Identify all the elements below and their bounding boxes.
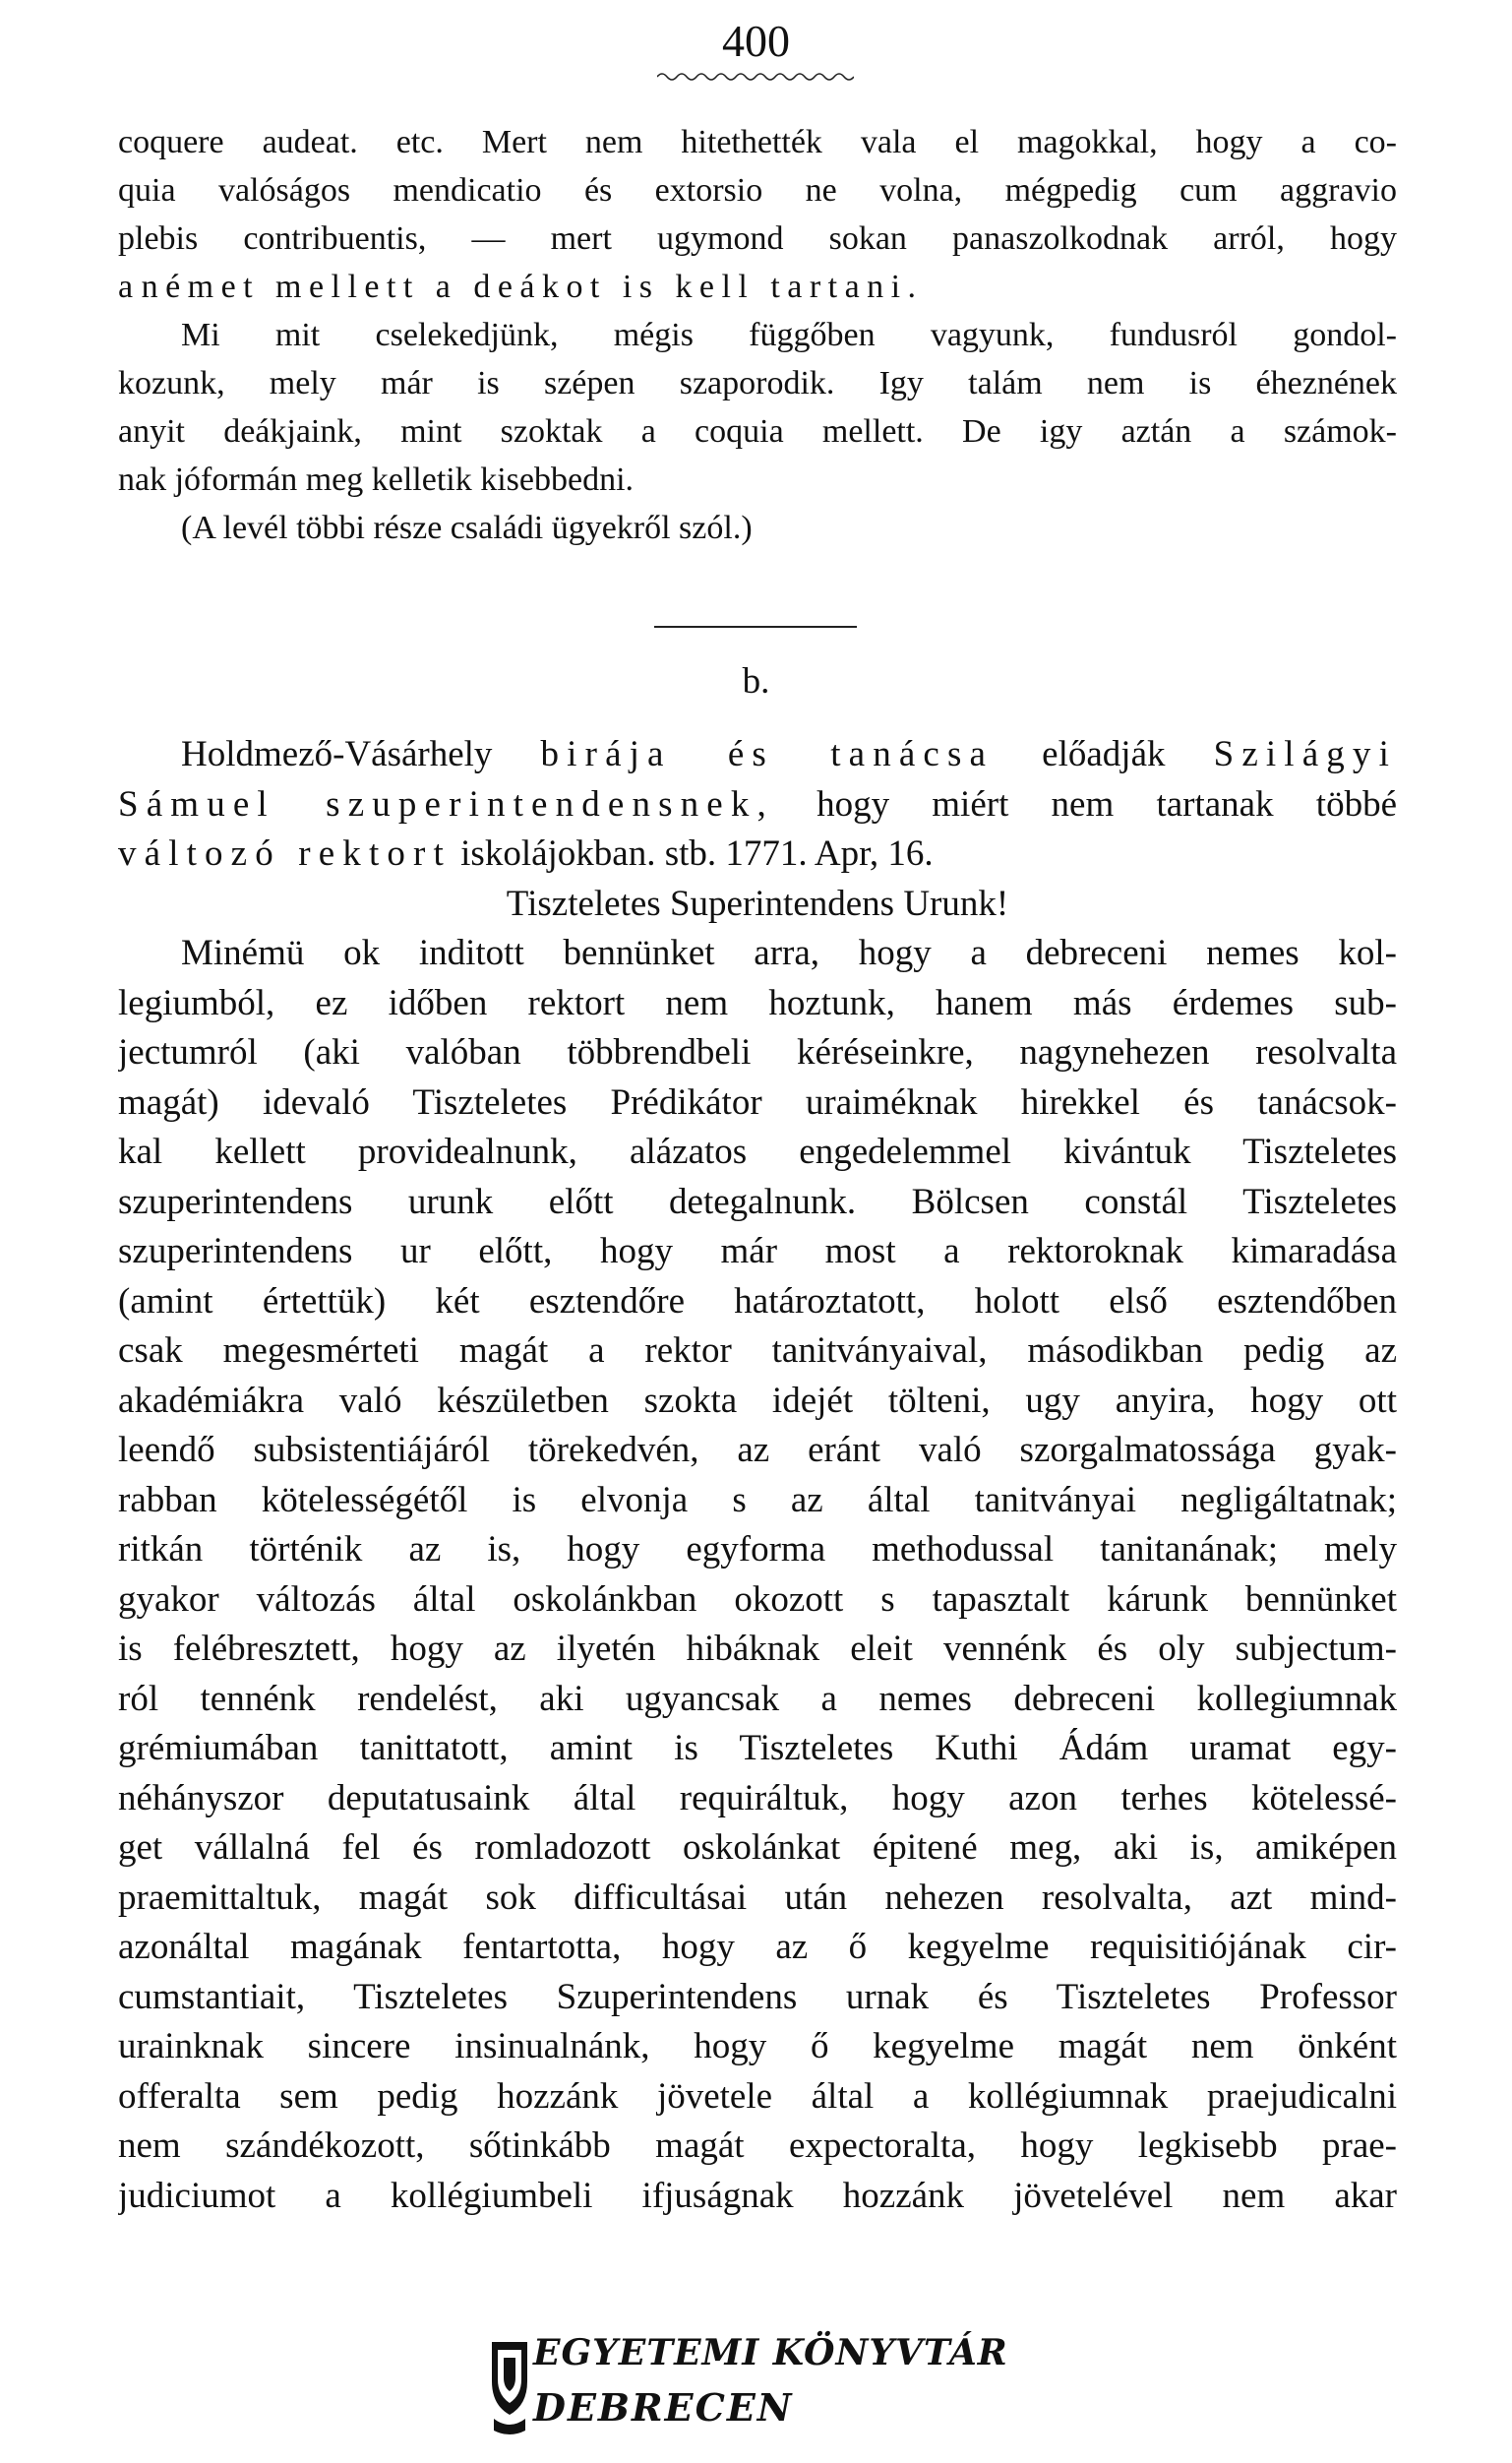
- text-line: ritkán történik az is, hogy egyforma methodussal tanitanának; mely: [118, 1529, 1397, 1570]
- section-divider: [654, 626, 857, 628]
- stamp-text-line1: EGYETEMI KÖNYVTÁR: [533, 2332, 1008, 2373]
- text-line: kal kellett providealnunk, alázatos engedelemmel kivántuk Tiszteletes: [118, 1132, 1397, 1172]
- heading-fragment: hogy miért nem tartanak többé: [816, 783, 1397, 825]
- page-number-wavy-rule: [657, 71, 854, 83]
- text-line: magát) idevaló Tiszteletes Prédikátor uraiméknak hirekkel és tanácsok-: [118, 1081, 1397, 1123]
- library-stamp: [480, 2328, 1008, 2446]
- text-line: cumstantiait, Tiszteletes Szuperintendens urnak és Tiszteletes Professor: [118, 1976, 1397, 2017]
- text-line: get vállalná fel és romladozott oskolánkat épitené meg, aki is, amiképen: [118, 1827, 1397, 1868]
- text-line: is felébresztett, hogy az ilyetén hibáknak eleit vennénk és oly subjectum-: [118, 1629, 1397, 1669]
- text-line: szuperintendens ur előtt, hogy már most a rektoroknak kimaradása: [118, 1231, 1397, 1271]
- text-line: leendő subsistentiájáról törekedvén, az eránt való szorgalmatossága gyak-: [118, 1430, 1397, 1470]
- section-a-text: [118, 118, 1397, 552]
- text-line: anyit deákjaink, mint szoktak a coquia mellett. De igy aztán a számok-: [118, 413, 1397, 450]
- text-line: offeralta sem pedig hozzánk jövetele által a kollégiumnak praejudicalni: [118, 2075, 1397, 2117]
- text-line: szuperintendens urunk előtt detegalnunk. Bölcsen constál Tiszteletes: [118, 1181, 1397, 1222]
- heading-fragment: iskolájokban. stb. 1771. Apr, 16.: [460, 833, 934, 874]
- stamp-text-line2: DEBRECEN: [533, 2385, 794, 2430]
- closing-note: (A levél többi része családi ügyekről szól.): [181, 510, 753, 546]
- spaced-emphasis-text: német mellett a deákot is kell tartani.: [141, 269, 924, 305]
- section-heading-line: [118, 830, 1397, 880]
- text-line: Minémü ok inditott bennünket arra, hogy a debreceni nemes kol-: [181, 933, 1397, 973]
- text-line: kozunk, mely már is szépen szaporodik. Igy talám nem is éheznének: [118, 365, 1397, 401]
- spaced-emphasis-line: [118, 263, 1397, 311]
- text-line: legiumból, ez időben rektort nem hoztunk, hanem más érdemes sub-: [118, 982, 1397, 1023]
- heading-fragment: előadják: [1042, 734, 1166, 774]
- text-line: nem szándékozott, sőtinkább magát expectoralta, hogy legkisebb prae-: [118, 2125, 1397, 2166]
- text-line: nak jóformán meg kelletik kisebbedni.: [118, 462, 635, 498]
- text-line: Mi mit cselekedjünk, mégis függőben vagyunk, fundusról gondol-: [181, 317, 1397, 353]
- page-number: 400: [722, 16, 790, 66]
- text-line: plebis contribuentis, — mert ugymond sokan panaszolkodnak arról, hogy: [118, 220, 1397, 257]
- text-line: csak megesmérteti magát a rektor tanitványaival, másodikban pedig az: [118, 1330, 1397, 1371]
- heading-spaced-fragment: birája és tanácsa: [540, 734, 995, 774]
- text-line: praemittaltuk, magát sok difficultásai után nehezen resolvalta, azt mind-: [118, 1877, 1397, 1918]
- coat-of-arms-icon: [484, 2336, 535, 2438]
- text-line: néhányszor deputatusaink által requiráltuk, hogy azon terhes kötelessé-: [118, 1777, 1397, 1818]
- section-b-text: [118, 730, 1397, 2221]
- text-line: (amint értettük) két esztendőre határoztatott, holott első esztendőben: [118, 1280, 1397, 1322]
- text-line: azonáltal magának fentartotta, hogy az ő kegyelme requisitiójának cir-: [118, 1927, 1397, 1967]
- section-heading-line: [118, 780, 1397, 831]
- text-line: grémiumában tanittatott, amint is Tiszteletes Kuthi Ádám uramat egy-: [118, 1728, 1397, 1768]
- heading-spaced-fragment: Sámuel szuperintendensnek,: [118, 783, 774, 825]
- text-line: quia valóságos mendicatio és extorsio ne volna, mégpedig cum aggravio: [118, 172, 1397, 209]
- heading-fragment: Holdmező-Vásárhely: [181, 734, 493, 774]
- letter-body: [118, 929, 1397, 2221]
- text-line: urainknak sincere insinualnánk, hogy ő kegyelme magát nem önként: [118, 2026, 1397, 2066]
- text-line: ról tennénk rendelést, aki ugyancsak a nemes debreceni kollegiumnak: [118, 1678, 1397, 1719]
- section-letter: b.: [742, 661, 770, 702]
- section-heading-line: [118, 730, 1397, 780]
- text-line: rabban kötelességétől is elvonja s az által tanitványai negligáltatnak;: [118, 1479, 1397, 1520]
- text-line: judiciumot a kollégiumbeli ifjuságnak hozzánk jövetelével nem akar: [118, 2175, 1397, 2216]
- text-line: jectumról (aki valóban többrendbeli kéréseinkre, nagynehezen resolvalta: [118, 1032, 1397, 1073]
- heading-spaced-fragment: változó rektort: [118, 833, 452, 874]
- text-fragment: a: [118, 269, 134, 305]
- heading-spaced-fragment: Szilágyi: [1213, 734, 1397, 774]
- salutation: Tiszteletes Superintendens Urunk!: [506, 883, 1009, 924]
- text-line: gyakor változás által oskolánkban okozott s tapasztalt kárunk bennünket: [118, 1578, 1397, 1620]
- text-line: akadémiákra való készületben szokta idejét tölteni, ugy anyira, hogy ott: [118, 1380, 1397, 1421]
- text-line: coquere audeat. etc. Mert nem hitethették vala el magokkal, hogy a co-: [118, 124, 1397, 160]
